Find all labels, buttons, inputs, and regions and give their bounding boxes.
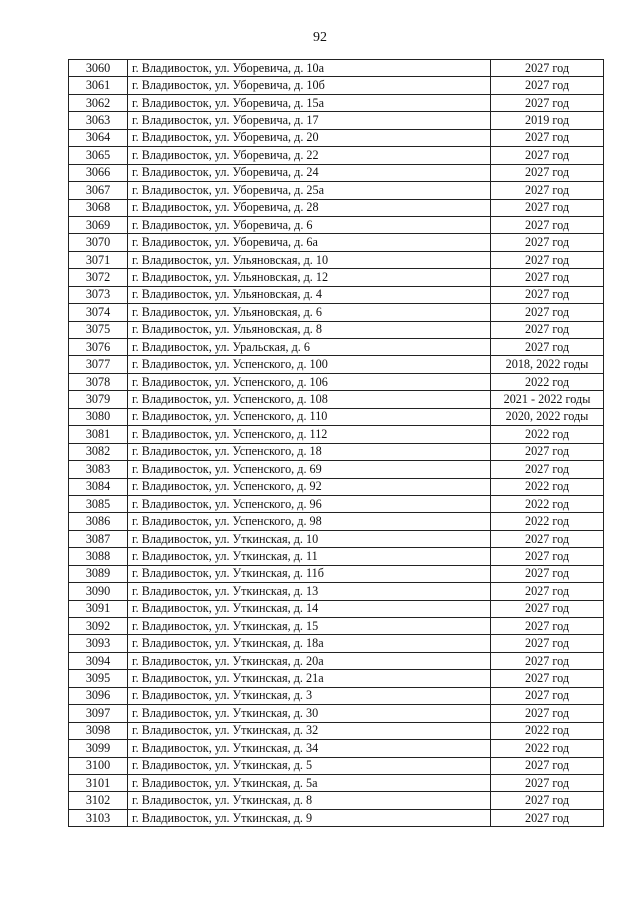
row-number: 3078 — [69, 373, 128, 390]
row-address: г. Владивосток, ул. Успенского, д. 110 — [128, 408, 491, 425]
row-number: 3076 — [69, 339, 128, 356]
table-row — [69, 339, 604, 356]
row-number: 3087 — [69, 530, 128, 547]
row-number: 3084 — [69, 478, 128, 495]
row-year: 2027 год — [491, 652, 604, 669]
row-address: г. Владивосток, ул. Успенского, д. 100 — [128, 356, 491, 373]
table-row — [69, 583, 604, 600]
row-year: 2020, 2022 годы — [491, 408, 604, 425]
row-number: 3095 — [69, 670, 128, 687]
table-row — [69, 94, 604, 111]
row-year: 2027 год — [491, 286, 604, 303]
row-year: 2022 год — [491, 722, 604, 739]
row-address: г. Владивосток, ул. Успенского, д. 112 — [128, 426, 491, 443]
row-address: г. Владивосток, ул. Уткинская, д. 34 — [128, 740, 491, 757]
row-address: г. Владивосток, ул. Уткинская, д. 8 — [128, 792, 491, 809]
table-row — [69, 147, 604, 164]
page-number: 92 — [313, 30, 327, 45]
table-row — [69, 513, 604, 530]
row-number: 3094 — [69, 652, 128, 669]
row-address: г. Владивосток, ул. Успенского, д. 96 — [128, 495, 491, 512]
table-row — [69, 269, 604, 286]
table-row — [69, 530, 604, 547]
table-row — [69, 129, 604, 146]
row-address: г. Владивосток, ул. Уткинская, д. 20а — [128, 652, 491, 669]
row-address: г. Владивосток, ул. Успенского, д. 69 — [128, 461, 491, 478]
row-number: 3080 — [69, 408, 128, 425]
table-row — [69, 687, 604, 704]
row-address: г. Владивосток, ул. Успенского, д. 18 — [128, 443, 491, 460]
row-number: 3060 — [69, 60, 128, 77]
row-address: г. Владивосток, ул. Уборевича, д. 28 — [128, 199, 491, 216]
table-row — [69, 77, 604, 94]
table-row — [69, 199, 604, 216]
row-number: 3072 — [69, 269, 128, 286]
row-number: 3065 — [69, 147, 128, 164]
row-address: г. Владивосток, ул. Уткинская, д. 32 — [128, 722, 491, 739]
housing-table — [68, 59, 604, 827]
row-number: 3093 — [69, 635, 128, 652]
row-number: 3100 — [69, 757, 128, 774]
row-address: г. Владивосток, ул. Уборевича, д. 10а — [128, 60, 491, 77]
table-row — [69, 234, 604, 251]
row-address: г. Владивосток, ул. Успенского, д. 106 — [128, 373, 491, 390]
row-year: 2018, 2022 годы — [491, 356, 604, 373]
row-year: 2027 год — [491, 234, 604, 251]
table-row — [69, 757, 604, 774]
row-address: г. Владивосток, ул. Уткинская, д. 9 — [128, 809, 491, 826]
table-row — [69, 670, 604, 687]
row-address: г. Владивосток, ул. Уткинская, д. 15 — [128, 618, 491, 635]
row-year: 2027 год — [491, 269, 604, 286]
row-year: 2022 год — [491, 426, 604, 443]
row-number: 3097 — [69, 705, 128, 722]
row-year: 2027 год — [491, 216, 604, 233]
row-year: 2027 год — [491, 339, 604, 356]
row-year: 2027 год — [491, 809, 604, 826]
table-row — [69, 548, 604, 565]
table-row — [69, 774, 604, 791]
row-number: 3085 — [69, 495, 128, 512]
row-address: г. Владивосток, ул. Уткинская, д. 11б — [128, 565, 491, 582]
row-number: 3092 — [69, 618, 128, 635]
row-year: 2022 год — [491, 513, 604, 530]
row-number: 3086 — [69, 513, 128, 530]
row-address: г. Владивосток, ул. Уборевича, д. 6 — [128, 216, 491, 233]
table-row — [69, 60, 604, 77]
row-address: г. Владивосток, ул. Уткинская, д. 21а — [128, 670, 491, 687]
row-number: 3090 — [69, 583, 128, 600]
row-number: 3063 — [69, 112, 128, 129]
row-address: г. Владивосток, ул. Уткинская, д. 11 — [128, 548, 491, 565]
row-year: 2027 год — [491, 164, 604, 181]
table-row — [69, 112, 604, 129]
row-year: 2027 год — [491, 77, 604, 94]
row-address: г. Владивосток, ул. Уткинская, д. 5а — [128, 774, 491, 791]
table-row — [69, 408, 604, 425]
row-year: 2027 год — [491, 199, 604, 216]
row-address: г. Владивосток, ул. Уборевича, д. 17 — [128, 112, 491, 129]
row-year: 2027 год — [491, 321, 604, 338]
row-number: 3069 — [69, 216, 128, 233]
row-address: г. Владивосток, ул. Ульяновская, д. 12 — [128, 269, 491, 286]
table-row — [69, 286, 604, 303]
table-row — [69, 304, 604, 321]
row-number: 3077 — [69, 356, 128, 373]
row-number: 3096 — [69, 687, 128, 704]
row-address: г. Владивосток, ул. Успенского, д. 92 — [128, 478, 491, 495]
row-address: г. Владивосток, ул. Уральская, д. 6 — [128, 339, 491, 356]
row-address: г. Владивосток, ул. Уборевича, д. 10б — [128, 77, 491, 94]
row-address: г. Владивосток, ул. Уткинская, д. 14 — [128, 600, 491, 617]
row-address: г. Владивосток, ул. Ульяновская, д. 10 — [128, 251, 491, 268]
row-year: 2022 год — [491, 740, 604, 757]
table-row — [69, 600, 604, 617]
row-number: 3071 — [69, 251, 128, 268]
table-row — [69, 251, 604, 268]
row-address: г. Владивосток, ул. Уборевича, д. 22 — [128, 147, 491, 164]
row-address: г. Владивосток, ул. Успенского, д. 98 — [128, 513, 491, 530]
row-year: 2027 год — [491, 774, 604, 791]
table-row — [69, 722, 604, 739]
row-number: 3073 — [69, 286, 128, 303]
row-number: 3074 — [69, 304, 128, 321]
row-address: г. Владивосток, ул. Уткинская, д. 3 — [128, 687, 491, 704]
row-number: 3068 — [69, 199, 128, 216]
row-number: 3061 — [69, 77, 128, 94]
row-year: 2027 год — [491, 182, 604, 199]
table-row — [69, 373, 604, 390]
row-year: 2019 год — [491, 112, 604, 129]
row-address: г. Владивосток, ул. Уткинская, д. 30 — [128, 705, 491, 722]
table-row — [69, 792, 604, 809]
row-address: г. Владивосток, ул. Уборевича, д. 24 — [128, 164, 491, 181]
table-row — [69, 216, 604, 233]
row-year: 2027 год — [491, 757, 604, 774]
table-row — [69, 391, 604, 408]
table-row — [69, 164, 604, 181]
row-number: 3098 — [69, 722, 128, 739]
row-year: 2027 год — [491, 304, 604, 321]
table-row — [69, 356, 604, 373]
row-address: г. Владивосток, ул. Ульяновская, д. 4 — [128, 286, 491, 303]
row-year: 2022 год — [491, 478, 604, 495]
row-year: 2027 год — [491, 635, 604, 652]
row-year: 2027 год — [491, 687, 604, 704]
row-year: 2027 год — [491, 705, 604, 722]
row-number: 3088 — [69, 548, 128, 565]
row-number: 3064 — [69, 129, 128, 146]
table-row — [69, 182, 604, 199]
table-row — [69, 565, 604, 582]
row-year: 2027 год — [491, 251, 604, 268]
row-number: 3066 — [69, 164, 128, 181]
row-year: 2027 год — [491, 60, 604, 77]
row-year: 2027 год — [491, 530, 604, 547]
table-row — [69, 478, 604, 495]
row-number: 3062 — [69, 94, 128, 111]
row-year: 2027 год — [491, 94, 604, 111]
row-address: г. Владивосток, ул. Уткинская, д. 5 — [128, 757, 491, 774]
row-number: 3081 — [69, 426, 128, 443]
row-number: 3082 — [69, 443, 128, 460]
row-year: 2021 - 2022 годы — [491, 391, 604, 408]
table-row — [69, 618, 604, 635]
row-year: 2027 год — [491, 129, 604, 146]
table-row — [69, 461, 604, 478]
row-year: 2027 год — [491, 461, 604, 478]
row-number: 3075 — [69, 321, 128, 338]
row-number: 3079 — [69, 391, 128, 408]
table-body — [69, 60, 604, 827]
row-year: 2027 год — [491, 147, 604, 164]
row-address: г. Владивосток, ул. Уткинская, д. 10 — [128, 530, 491, 547]
row-address: г. Владивосток, ул. Успенского, д. 108 — [128, 391, 491, 408]
row-number: 3070 — [69, 234, 128, 251]
row-year: 2027 год — [491, 583, 604, 600]
table-row — [69, 740, 604, 757]
table-row — [69, 652, 604, 669]
row-year: 2022 год — [491, 373, 604, 390]
table-row — [69, 443, 604, 460]
row-address: г. Владивосток, ул. Ульяновская, д. 6 — [128, 304, 491, 321]
row-year: 2027 год — [491, 600, 604, 617]
row-year: 2022 год — [491, 495, 604, 512]
row-number: 3091 — [69, 600, 128, 617]
row-number: 3101 — [69, 774, 128, 791]
row-address: г. Владивосток, ул. Уткинская, д. 13 — [128, 583, 491, 600]
row-year: 2027 год — [491, 443, 604, 460]
row-number: 3102 — [69, 792, 128, 809]
table-row — [69, 635, 604, 652]
row-year: 2027 год — [491, 565, 604, 582]
row-year: 2027 год — [491, 792, 604, 809]
row-number: 3067 — [69, 182, 128, 199]
row-address: г. Владивосток, ул. Уборевича, д. 25а — [128, 182, 491, 199]
row-year: 2027 год — [491, 548, 604, 565]
table-row — [69, 705, 604, 722]
row-address: г. Владивосток, ул. Ульяновская, д. 8 — [128, 321, 491, 338]
row-number: 3089 — [69, 565, 128, 582]
row-number: 3099 — [69, 740, 128, 757]
row-address: г. Владивосток, ул. Уборевича, д. 15а — [128, 94, 491, 111]
table-row — [69, 321, 604, 338]
row-address: г. Владивосток, ул. Уборевича, д. 6а — [128, 234, 491, 251]
row-address: г. Владивосток, ул. Уткинская, д. 18а — [128, 635, 491, 652]
row-number: 3083 — [69, 461, 128, 478]
table-row — [69, 426, 604, 443]
row-address: г. Владивосток, ул. Уборевича, д. 20 — [128, 129, 491, 146]
table-row — [69, 809, 604, 826]
row-year: 2027 год — [491, 670, 604, 687]
row-year: 2027 год — [491, 618, 604, 635]
row-number: 3103 — [69, 809, 128, 826]
table-row — [69, 495, 604, 512]
